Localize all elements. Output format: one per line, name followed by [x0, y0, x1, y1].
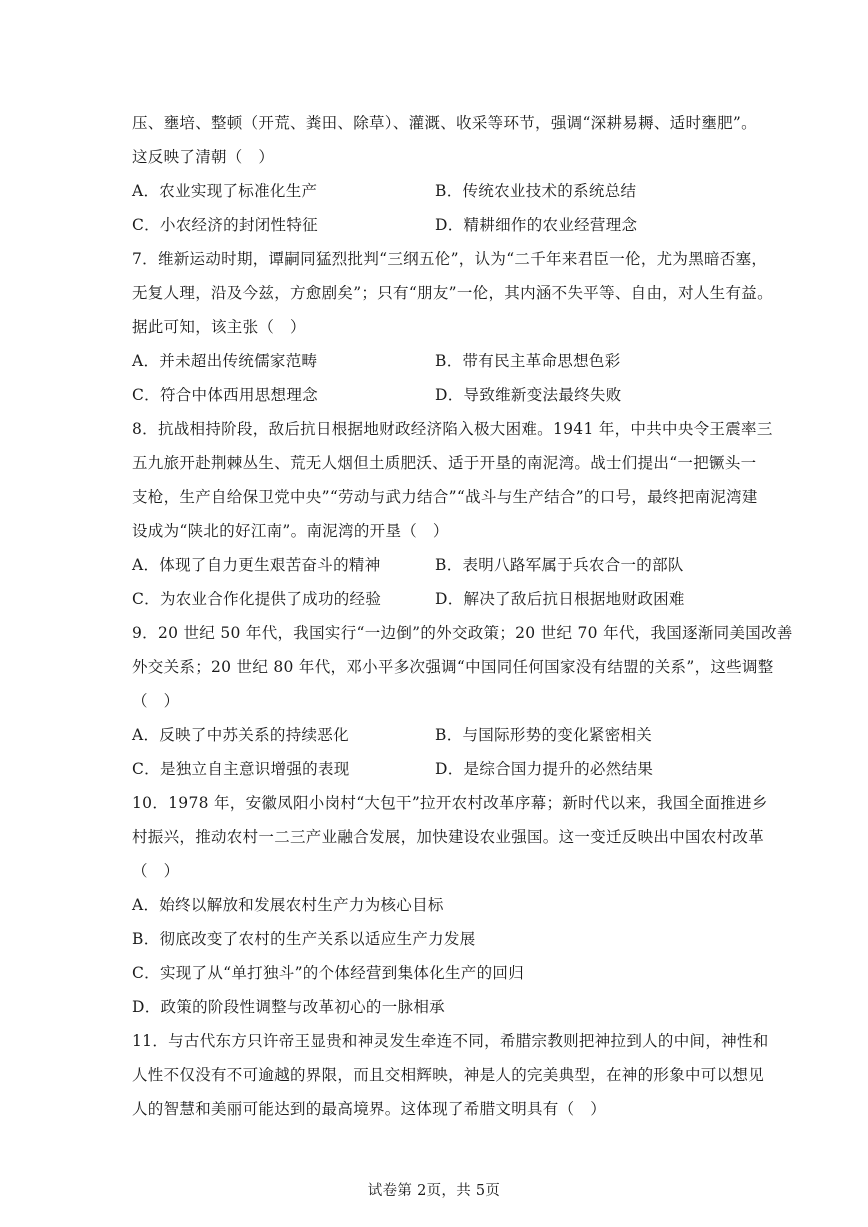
- option-a: A．农业实现了标准化生产: [132, 182, 318, 200]
- question-text-line: 据此可知，该主张（ ）: [132, 318, 306, 336]
- option-a: A．并未超出传统儒家范畴: [132, 352, 318, 370]
- question-text-line: 这反映了清朝（ ）: [132, 148, 275, 166]
- question-text-line: 五九旅开赴荆棘丛生、荒无人烟但土质肥沃、适于开垦的南泥湾。战士们提出“一把镢头一: [132, 454, 757, 472]
- question-text-line: （ ）: [132, 692, 180, 710]
- option-c: C．实现了从“单打独斗”的个体经营到集体化生产的回归: [132, 964, 525, 982]
- question-text-line: 外交关系；20 世纪 80 年代，邓小平多次强调“中国同任何国家没有结盟的关系”，这些调整: [132, 658, 774, 676]
- question-text-line: 人的智慧和美丽可能达到的最高境界。这体现了希腊文明具有（ ）: [132, 1100, 607, 1118]
- option-c: C．小农经济的封闭性特征: [132, 216, 318, 234]
- option-row: [132, 378, 750, 412]
- question-text-line: 9．20 世纪 50 年代，我国实行“一边倒”的外交政策；20 世纪 70 年代，我国逐渐同美国改善: [132, 624, 793, 642]
- question-text-line: （ ）: [132, 862, 180, 880]
- option-a: A．反映了中苏关系的持续恶化: [132, 726, 349, 744]
- option-a: A．始终以解放和发展农村生产力为核心目标: [132, 896, 444, 914]
- option-row: [132, 344, 750, 378]
- option-a: A．体现了自力更生艰苦奋斗的精神: [132, 556, 381, 574]
- question-text-line: 8．抗战相持阶段，敌后抗日根据地财政经济陷入极大困难。1941 年，中共中央令王震率三: [132, 420, 773, 438]
- question-8: [132, 412, 773, 616]
- option-b: B．表明八路军属于兵农合一的部队: [435, 556, 684, 574]
- page-footer: 试卷第 2页，共 5页: [367, 1183, 501, 1199]
- question-6-continued: [132, 106, 757, 242]
- question-text-line: 支枪，生产自给保卫党中央”“劳动与武力结合”“战斗与生产结合”的口号，最终把南泥湾建: [132, 488, 758, 506]
- question-text-line: 压、壅培、整顿（开荒、粪田、除草）、灌溉、收采等环节，强调“深耕易耨、适时壅肥”。: [132, 114, 757, 132]
- option-row: [132, 718, 750, 752]
- option-row: [132, 174, 750, 208]
- option-d: D．导致维新变法最终失败: [435, 386, 622, 404]
- option-d: D．政策的阶段性调整与改革初心的一脉相承: [132, 998, 445, 1016]
- question-10: [132, 786, 768, 1024]
- question-11: [132, 1024, 769, 1126]
- option-b: B．带有民主革命思想色彩: [435, 352, 621, 370]
- option-row: [132, 582, 750, 616]
- option-c: C．为农业合作化提供了成功的经验: [132, 590, 382, 608]
- option-d: D．精耕细作的农业经营理念: [435, 216, 638, 234]
- option-b: B．传统农业技术的系统总结: [435, 182, 637, 200]
- option-c: C．符合中体西用思想理念: [132, 386, 318, 404]
- option-d: D．解决了敌后抗日根据地财政困难: [435, 590, 685, 608]
- exam-content: [132, 106, 793, 1126]
- option-row: [132, 752, 750, 786]
- option-b: B．与国际形势的变化紧密相关: [435, 726, 653, 744]
- option-b: B．彻底改变了农村的生产关系以适应生产力发展: [132, 930, 476, 948]
- option-row: [132, 548, 750, 582]
- question-text-line: 村振兴，推动农村一二三产业融合发展，加快建设农业强国。这一变迁反映出中国农村改革: [132, 828, 765, 846]
- question-text-line: 设成为“陕北的好江南”。南泥湾的开垦（ ）: [132, 522, 449, 540]
- option-row: [132, 208, 750, 242]
- question-text-line: 无复人理，沿及今兹，方愈剧矣”；只有“朋友”一伦，其内涵不失平等、自由，对人生有益。: [132, 284, 773, 302]
- question-9: [132, 616, 793, 786]
- question-text-line: 11．与古代东方只许帝王显贵和神灵发生牵连不同，希腊宗教则把神拉到人的中间，神性和: [132, 1032, 769, 1050]
- question-text-line: 人性不仅没有不可逾越的界限，而且交相辉映，神是人的完美典型，在神的形象中可以想见: [132, 1066, 765, 1084]
- option-d: D．是综合国力提升的必然结果: [435, 760, 654, 778]
- option-c: C．是独立自主意识增强的表现: [132, 760, 350, 778]
- question-text-line: 7．维新运动时期，谭嗣同猛烈批判“三纲五伦”，认为“二千年来君臣一伦，尤为黑暗否塞，: [132, 250, 768, 268]
- question-7: [132, 242, 773, 412]
- question-text-line: 10．1978 年，安徽凤阳小岗村“大包干”拉开农村改革序幕；新时代以来，我国全面推进乡: [132, 794, 768, 812]
